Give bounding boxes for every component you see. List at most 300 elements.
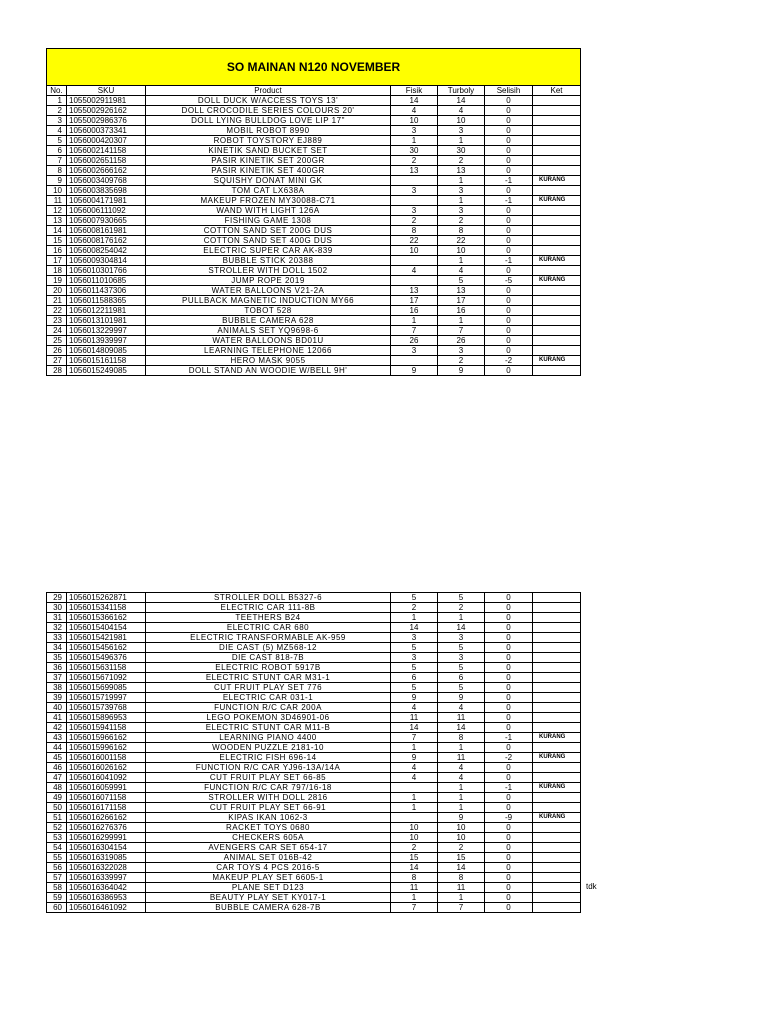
cell-ket: KURANG <box>533 813 581 823</box>
table-row <box>47 176 581 186</box>
cell-fisik: 2 <box>391 156 438 166</box>
cell-turboly: 10 <box>438 833 485 843</box>
cell-selisih: 0 <box>485 216 533 226</box>
cell-no: 16 <box>47 246 67 256</box>
cell-turboly: 14 <box>438 96 485 106</box>
header-fisik: Fisik <box>391 86 438 96</box>
cell-no: 10 <box>47 186 67 196</box>
cell-sku: 1056002141158 <box>67 146 146 156</box>
cell-sku: 1056013229997 <box>67 326 146 336</box>
cell-ket <box>533 286 581 296</box>
cell-no: 45 <box>47 753 67 763</box>
table-row <box>47 883 581 893</box>
cell-product: WAND WITH LIGHT 126A <box>146 206 391 216</box>
cell-no: 51 <box>47 813 67 823</box>
cell-no: 46 <box>47 763 67 773</box>
cell-fisik: 9 <box>391 753 438 763</box>
cell-fisik: 4 <box>391 763 438 773</box>
cell-selisih: 0 <box>485 633 533 643</box>
cell-turboly: 2 <box>438 356 485 366</box>
table-row <box>47 136 581 146</box>
cell-product: ELECTRIC TRANSFORMABLE AK-959 <box>146 633 391 643</box>
cell-selisih: 0 <box>485 366 533 376</box>
table-row <box>47 246 581 256</box>
header-sku: SKU <box>67 86 146 96</box>
table-row <box>47 873 581 883</box>
cell-selisih: 0 <box>485 206 533 216</box>
cell-fisik: 10 <box>391 833 438 843</box>
cell-ket: KURANG <box>533 356 581 366</box>
cell-selisih: 0 <box>485 723 533 733</box>
table-row <box>47 106 581 116</box>
cell-fisik <box>391 783 438 793</box>
cell-product: BUBBLE STICK 20388 <box>146 256 391 266</box>
cell-sku: 1056015699085 <box>67 683 146 693</box>
cell-no: 37 <box>47 673 67 683</box>
table-row <box>47 326 581 336</box>
cell-sku: 1056008176162 <box>67 236 146 246</box>
cell-sku: 1056015404154 <box>67 623 146 633</box>
cell-ket <box>533 316 581 326</box>
cell-turboly: 5 <box>438 276 485 286</box>
cell-ket <box>533 683 581 693</box>
cell-selisih: 0 <box>485 306 533 316</box>
cell-no: 23 <box>47 316 67 326</box>
cell-fisik: 2 <box>391 216 438 226</box>
cell-turboly: 8 <box>438 733 485 743</box>
cell-sku: 1056016026162 <box>67 763 146 773</box>
cell-turboly: 11 <box>438 713 485 723</box>
cell-no: 13 <box>47 216 67 226</box>
table-row <box>47 653 581 663</box>
cell-no: 38 <box>47 683 67 693</box>
cell-fisik: 30 <box>391 146 438 156</box>
cell-fisik: 8 <box>391 226 438 236</box>
cell-no: 3 <box>47 116 67 126</box>
cell-selisih: 0 <box>485 613 533 623</box>
cell-selisih: 0 <box>485 803 533 813</box>
cell-selisih: 0 <box>485 743 533 753</box>
cell-sku: 1056007930665 <box>67 216 146 226</box>
cell-no: 40 <box>47 703 67 713</box>
table-row <box>47 833 581 843</box>
cell-fisik: 1 <box>391 803 438 813</box>
table-row <box>47 276 581 286</box>
cell-sku: 1056015719997 <box>67 693 146 703</box>
cell-selisih: 0 <box>485 106 533 116</box>
table-row <box>47 863 581 873</box>
cell-selisih: 0 <box>485 873 533 883</box>
cell-sku: 1055002926162 <box>67 106 146 116</box>
cell-ket <box>533 713 581 723</box>
cell-selisih: 0 <box>485 186 533 196</box>
cell-turboly: 3 <box>438 633 485 643</box>
cell-no: 44 <box>47 743 67 753</box>
cell-ket <box>533 326 581 336</box>
cell-product: ELECTRIC STUNT CAR M11-B <box>146 723 391 733</box>
cell-fisik: 14 <box>391 863 438 873</box>
cell-turboly: 2 <box>438 216 485 226</box>
cell-no: 20 <box>47 286 67 296</box>
cell-turboly: 3 <box>438 653 485 663</box>
cell-product: BUBBLE CAMERA 628-7B <box>146 903 391 913</box>
cell-fisik: 3 <box>391 186 438 196</box>
cell-no: 21 <box>47 296 67 306</box>
cell-selisih: 0 <box>485 226 533 236</box>
cell-turboly: 11 <box>438 753 485 763</box>
cell-product: TOM CAT LX638A <box>146 186 391 196</box>
cell-selisih: 0 <box>485 266 533 276</box>
cell-product: CHECKERS 605A <box>146 833 391 843</box>
table-row <box>47 893 581 903</box>
cell-turboly: 30 <box>438 146 485 156</box>
cell-product: PULLBACK MAGNETIC INDUCTION MY66 <box>146 296 391 306</box>
cell-selisih: 0 <box>485 683 533 693</box>
cell-fisik: 13 <box>391 286 438 296</box>
table-row <box>47 306 581 316</box>
cell-fisik: 16 <box>391 306 438 316</box>
cell-product: ELECTRIC CAR 031-1 <box>146 693 391 703</box>
table-row <box>47 663 581 673</box>
table-row <box>47 693 581 703</box>
cell-product: CUT FRUIT PLAY SET 66-85 <box>146 773 391 783</box>
cell-product: STROLLER WITH DOLL 2816 <box>146 793 391 803</box>
cell-no: 58 <box>47 883 67 893</box>
cell-sku: 1056010301766 <box>67 266 146 276</box>
cell-fisik: 1 <box>391 613 438 623</box>
cell-selisih: 0 <box>485 156 533 166</box>
cell-turboly: 7 <box>438 326 485 336</box>
cell-ket <box>533 633 581 643</box>
cell-sku: 1056016364042 <box>67 883 146 893</box>
cell-sku: 1056015941158 <box>67 723 146 733</box>
cell-turboly: 3 <box>438 206 485 216</box>
cell-sku: 1056015496376 <box>67 653 146 663</box>
cell-ket: KURANG <box>533 176 581 186</box>
cell-ket <box>533 136 581 146</box>
cell-sku: 1056003835698 <box>67 186 146 196</box>
cell-ket <box>533 226 581 236</box>
cell-product: ROBOT TOYSTORY EJ889 <box>146 136 391 146</box>
cell-fisik: 14 <box>391 623 438 633</box>
cell-sku: 1056016299991 <box>67 833 146 843</box>
cell-sku: 1056016304154 <box>67 843 146 853</box>
cell-selisih: 0 <box>485 843 533 853</box>
cell-fisik <box>391 196 438 206</box>
cell-ket <box>533 883 581 893</box>
cell-product: ELECTRIC SUPER CAR AK-839 <box>146 246 391 256</box>
cell-sku: 1056016319085 <box>67 853 146 863</box>
cell-ket <box>533 336 581 346</box>
cell-ket <box>533 126 581 136</box>
cell-product: TEETHERS B24 <box>146 613 391 623</box>
cell-product: DOLL CROCODILE SERIES COLOURS 20' <box>146 106 391 116</box>
cell-sku: 1056013939997 <box>67 336 146 346</box>
cell-selisih: 0 <box>485 326 533 336</box>
cell-sku: 1056011010685 <box>67 276 146 286</box>
cell-ket <box>533 803 581 813</box>
cell-ket <box>533 873 581 883</box>
cell-selisih: 0 <box>485 823 533 833</box>
cell-selisih: -2 <box>485 356 533 366</box>
table-row <box>47 603 581 613</box>
cell-ket <box>533 653 581 663</box>
table-row <box>47 793 581 803</box>
cell-fisik: 1 <box>391 316 438 326</box>
table-row <box>47 713 581 723</box>
cell-no: 1 <box>47 96 67 106</box>
cell-ket <box>533 763 581 773</box>
cell-ket: KURANG <box>533 276 581 286</box>
cell-selisih: 0 <box>485 346 533 356</box>
cell-turboly: 8 <box>438 873 485 883</box>
cell-selisih: 0 <box>485 643 533 653</box>
cell-sku: 1056015421981 <box>67 633 146 643</box>
header-row <box>47 86 581 96</box>
cell-selisih: 0 <box>485 146 533 156</box>
cell-sku: 1056002666162 <box>67 166 146 176</box>
cell-selisih: 0 <box>485 773 533 783</box>
cell-turboly: 10 <box>438 246 485 256</box>
cell-no: 11 <box>47 196 67 206</box>
cell-fisik: 10 <box>391 116 438 126</box>
cell-sku: 1056015366162 <box>67 613 146 623</box>
table-row <box>47 623 581 633</box>
cell-sku: 1056012211981 <box>67 306 146 316</box>
cell-selisih: -5 <box>485 276 533 286</box>
cell-selisih: 0 <box>485 883 533 893</box>
cell-turboly: 3 <box>438 346 485 356</box>
cell-product: STROLLER DOLL B5327-6 <box>146 593 391 603</box>
cell-selisih: -1 <box>485 783 533 793</box>
cell-ket <box>533 613 581 623</box>
cell-fisik: 26 <box>391 336 438 346</box>
cell-selisih: 0 <box>485 296 533 306</box>
cell-no: 36 <box>47 663 67 673</box>
cell-turboly: 1 <box>438 793 485 803</box>
cell-turboly: 1 <box>438 613 485 623</box>
cell-sku: 1056016276376 <box>67 823 146 833</box>
cell-ket <box>533 156 581 166</box>
cell-selisih: 0 <box>485 653 533 663</box>
cell-fisik: 17 <box>391 296 438 306</box>
cell-ket <box>533 843 581 853</box>
cell-product: BUBBLE CAMERA 628 <box>146 316 391 326</box>
cell-ket <box>533 346 581 356</box>
cell-no: 39 <box>47 693 67 703</box>
cell-ket <box>533 643 581 653</box>
cell-product: PLANE SET D123 <box>146 883 391 893</box>
cell-sku: 1056015249085 <box>67 366 146 376</box>
cell-ket <box>533 166 581 176</box>
cell-turboly: 16 <box>438 306 485 316</box>
cell-sku: 1056004171981 <box>67 196 146 206</box>
cell-turboly: 1 <box>438 783 485 793</box>
cell-turboly: 1 <box>438 743 485 753</box>
table-row <box>47 593 581 603</box>
cell-sku: 1056015966162 <box>67 733 146 743</box>
cell-fisik <box>391 356 438 366</box>
cell-turboly: 1 <box>438 176 485 186</box>
cell-ket <box>533 903 581 913</box>
cell-no: 47 <box>47 773 67 783</box>
table-row <box>47 126 581 136</box>
cell-fisik: 3 <box>391 126 438 136</box>
cell-no: 56 <box>47 863 67 873</box>
cell-turboly: 3 <box>438 186 485 196</box>
table-row <box>47 366 581 376</box>
cell-fisik: 8 <box>391 873 438 883</box>
cell-no: 32 <box>47 623 67 633</box>
cell-ket: KURANG <box>533 783 581 793</box>
cell-ket <box>533 773 581 783</box>
cell-ket <box>533 186 581 196</box>
cell-sku: 1055002911981 <box>67 96 146 106</box>
cell-sku: 1056002651158 <box>67 156 146 166</box>
cell-selisih: -1 <box>485 176 533 186</box>
cell-no: 24 <box>47 326 67 336</box>
cell-sku: 1056016059991 <box>67 783 146 793</box>
table-row <box>47 346 581 356</box>
cell-ket <box>533 663 581 673</box>
cell-selisih: -1 <box>485 256 533 266</box>
cell-fisik: 7 <box>391 903 438 913</box>
cell-fisik: 3 <box>391 206 438 216</box>
cell-turboly: 1 <box>438 316 485 326</box>
table-row <box>47 166 581 176</box>
cell-selisih: 0 <box>485 673 533 683</box>
cell-selisih: 0 <box>485 316 533 326</box>
table-row <box>47 226 581 236</box>
table-row <box>47 773 581 783</box>
cell-fisik: 6 <box>391 673 438 683</box>
cell-no: 17 <box>47 256 67 266</box>
cell-ket <box>533 116 581 126</box>
cell-selisih: 0 <box>485 116 533 126</box>
cell-sku: 1056015161158 <box>67 356 146 366</box>
cell-product: ELECTRIC ROBOT 5917B <box>146 663 391 673</box>
cell-fisik: 22 <box>391 236 438 246</box>
cell-no: 31 <box>47 613 67 623</box>
cell-turboly: 26 <box>438 336 485 346</box>
cell-sku: 1056015262871 <box>67 593 146 603</box>
cell-turboly: 1 <box>438 803 485 813</box>
cell-turboly: 5 <box>438 643 485 653</box>
cell-product: ANIMAL SET 016B-42 <box>146 853 391 863</box>
cell-product: AVENGERS CAR SET 654-17 <box>146 843 391 853</box>
cell-product: COTTON SAND SET 400G DUS <box>146 236 391 246</box>
table-row <box>47 703 581 713</box>
cell-product: PASIR KINETIK SET 200GR <box>146 156 391 166</box>
cell-fisik: 14 <box>391 96 438 106</box>
cell-no: 52 <box>47 823 67 833</box>
cell-fisik: 3 <box>391 346 438 356</box>
cell-ket <box>533 673 581 683</box>
cell-turboly: 1 <box>438 196 485 206</box>
cell-sku: 1056015671092 <box>67 673 146 683</box>
cell-selisih: 0 <box>485 603 533 613</box>
cell-sku: 1056011437306 <box>67 286 146 296</box>
cell-turboly: 1 <box>438 256 485 266</box>
table-row <box>47 743 581 753</box>
cell-fisik: 1 <box>391 893 438 903</box>
cell-sku: 1056003409768 <box>67 176 146 186</box>
cell-ket <box>533 266 581 276</box>
cell-ket <box>533 146 581 156</box>
cell-turboly: 11 <box>438 883 485 893</box>
cell-sku: 1056016041092 <box>67 773 146 783</box>
cell-sku: 1056016071158 <box>67 793 146 803</box>
cell-product: BEAUTY PLAY SET KY017-1 <box>146 893 391 903</box>
cell-sku: 1056015896953 <box>67 713 146 723</box>
cell-product: WATER BALLOONS V21-2A <box>146 286 391 296</box>
cell-fisik: 14 <box>391 723 438 733</box>
cell-selisih: 0 <box>485 893 533 903</box>
table-row <box>47 783 581 793</box>
table-row <box>47 813 581 823</box>
cell-fisik: 5 <box>391 683 438 693</box>
table-row <box>47 286 581 296</box>
cell-turboly: 14 <box>438 623 485 633</box>
cell-sku: 1056016461092 <box>67 903 146 913</box>
cell-turboly: 4 <box>438 266 485 276</box>
cell-turboly: 1 <box>438 893 485 903</box>
cell-turboly: 10 <box>438 116 485 126</box>
table-row <box>47 823 581 833</box>
cell-selisih: 0 <box>485 96 533 106</box>
table-row <box>47 216 581 226</box>
cell-fisik: 4 <box>391 266 438 276</box>
table-row <box>47 673 581 683</box>
cell-sku: 1056016001158 <box>67 753 146 763</box>
cell-no: 15 <box>47 236 67 246</box>
cell-product: FUNCTION R/C CAR YJ96-13A/14A <box>146 763 391 773</box>
cell-ket <box>533 246 581 256</box>
cell-product: MAKEUP PLAY SET 6605-1 <box>146 873 391 883</box>
table-row <box>47 683 581 693</box>
side-note: tdk <box>586 882 597 891</box>
cell-sku: 1056008254042 <box>67 246 146 256</box>
cell-product: DOLL STAND AN WOODIE W/BELL 9H' <box>146 366 391 376</box>
cell-product: COTTON SAND SET 200G DUS <box>146 226 391 236</box>
cell-no: 18 <box>47 266 67 276</box>
cell-fisik: 1 <box>391 793 438 803</box>
cell-ket <box>533 833 581 843</box>
cell-fisik: 2 <box>391 843 438 853</box>
cell-selisih: -9 <box>485 813 533 823</box>
cell-sku: 1056013101981 <box>67 316 146 326</box>
cell-product: DOLL LYING BULLDOG LOVE LIP 17" <box>146 116 391 126</box>
cell-ket <box>533 693 581 703</box>
cell-selisih: 0 <box>485 593 533 603</box>
stock-table-page-1 <box>46 48 581 376</box>
cell-no: 28 <box>47 366 67 376</box>
cell-turboly: 2 <box>438 603 485 613</box>
cell-no: 55 <box>47 853 67 863</box>
cell-ket <box>533 206 581 216</box>
table-row <box>47 96 581 106</box>
cell-sku: 1056014809085 <box>67 346 146 356</box>
cell-no: 27 <box>47 356 67 366</box>
cell-no: 26 <box>47 346 67 356</box>
cell-no: 5 <box>47 136 67 146</box>
cell-sku: 1056006111092 <box>67 206 146 216</box>
cell-product: ELECTRIC CAR 111-8B <box>146 603 391 613</box>
header-turboly: Turboly <box>438 86 485 96</box>
cell-fisik: 4 <box>391 703 438 713</box>
cell-product: ELECTRIC STUNT CAR M31-1 <box>146 673 391 683</box>
cell-fisik: 5 <box>391 663 438 673</box>
